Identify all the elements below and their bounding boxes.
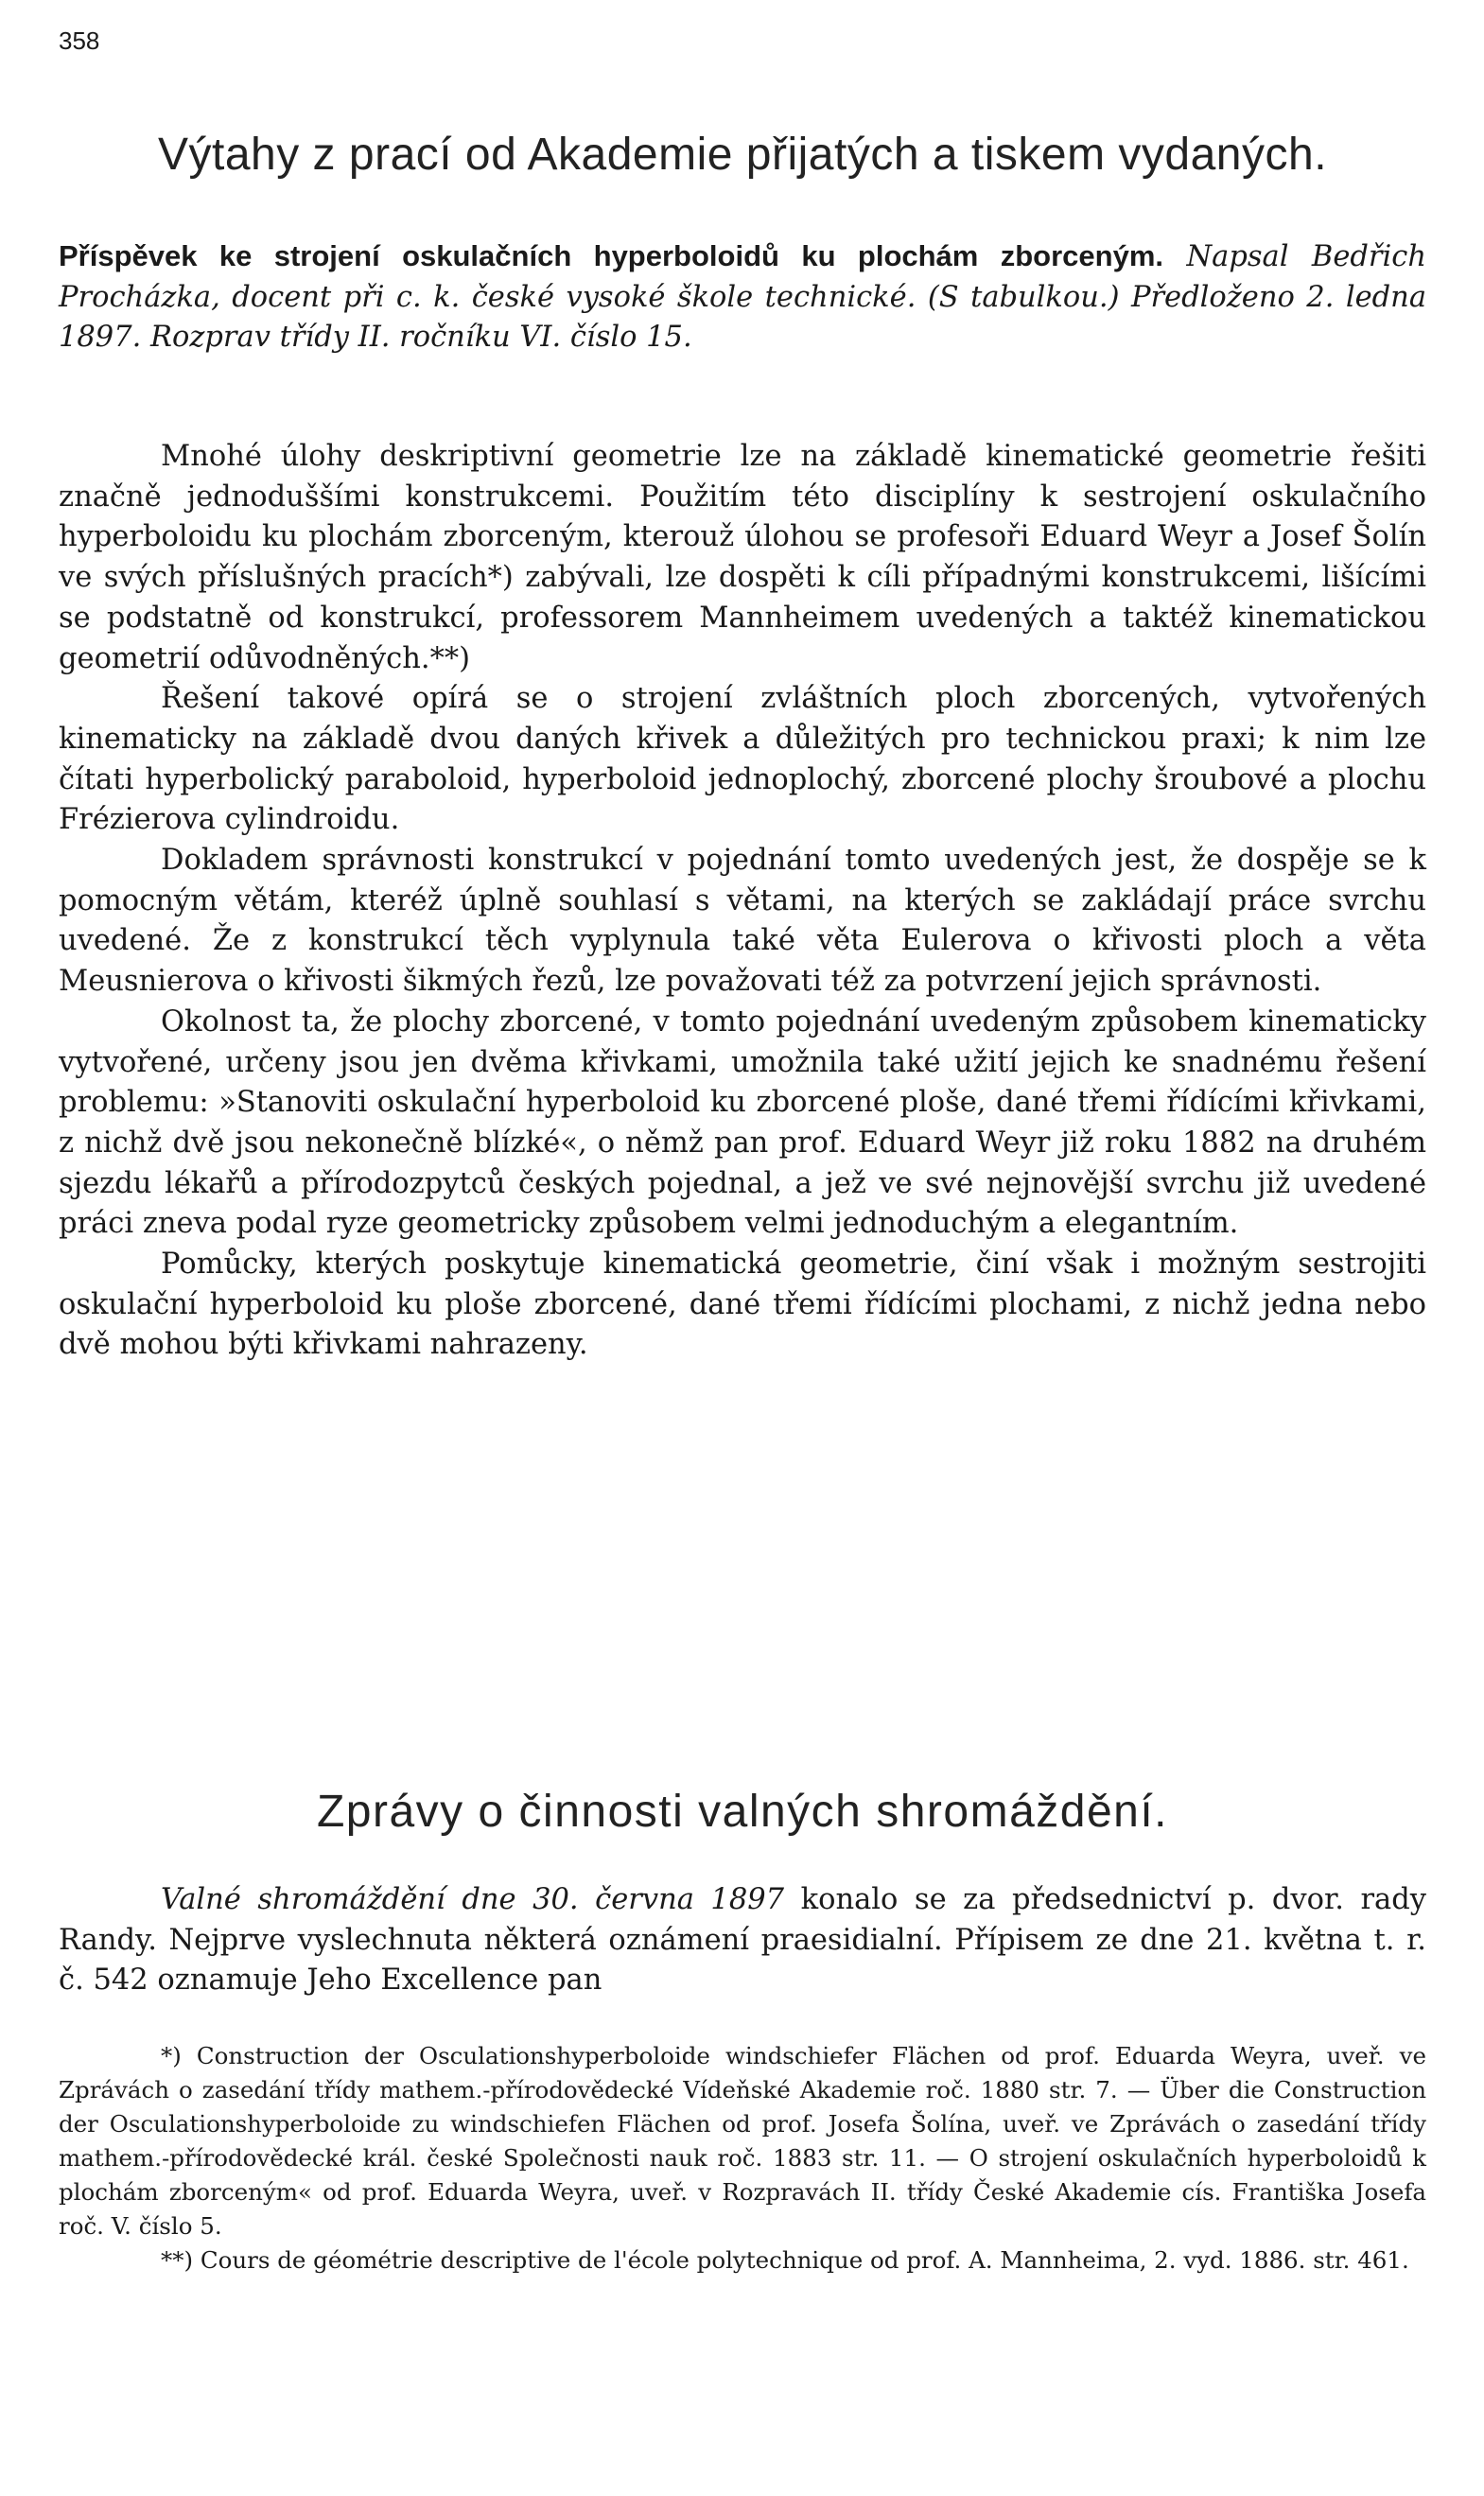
paragraph: Dokladem správnosti konstrukcí v pojednání tomto uvedených jest, že dospěje se k pomocným větám, kteréž úplně souhlasí s větami, na kterých se zakládají práce svrchu uvedené. Že z konstrukcí těch vyplynula také věta Eulerova o křivosti ploch a věta Meusnierova o křivosti šikmých řezů, lze považovati též za potvrzení jejich správnosti.	[59, 844, 1426, 999]
footnote-2: **) Cours de géométrie descriptive de l'école polytechnique od prof. A. Mannheima, 2. vyd. 1886. str. 461.	[161, 2246, 1409, 2274]
article-body	[59, 437, 1426, 1366]
paragraph: Pomůcky, kterých poskytuje kinematická geometrie, činí však i možným sestrojiti oskulační hyperboloid ku ploše zborcené, dané třemi řídícími plochami, z nichž jedna nebo dvě mohou býti křivkami nahrazeny.	[59, 1248, 1426, 1362]
assembly-report	[59, 1880, 1426, 2001]
footnote-1: *) Construction der Osculationshyperboloide windschiefer Flächen od prof. Eduarda Weyra, uveř. ve Zprávách o zasedání třídy mathem.-přírodovědecké Vídeňské Akademie roč. 1880 str. 7. — Über die Construction der Osculationshyperboloide zu windschiefen Flächen od prof. Josefa Šolína, uveř. ve Zprávách o zasedání třídy mathem.-přírodovědecké král. české Společnosti nauk roč. 1883 str. 11. — O strojení oskulačních hyperboloidů k plochám zborceným« od prof. Eduarda Weyra, uveř. v Rozpravách II. třídy České Akademie cís. Františka Josefa roč. V. číslo 5.	[59, 2042, 1426, 2240]
paragraph	[59, 1880, 1426, 2001]
section-title-assemblies: Zprávy o činnosti valných shromáždění.	[316, 1787, 1169, 1837]
article-title: Příspěvek ke strojení oskulačních hyperboloidů ku plochám zborceným.	[59, 239, 1164, 272]
article-byline: Napsal Bedřich Procházka, docent při c. k. české vysoké škole technické. (S tabulkou.) Předloženo 2. ledna 1897. Rozprav třídy II. ročníku VI. číslo 15.	[59, 240, 1426, 355]
paragraph: Řešení takové opírá se o strojení zvláštních ploch zborcených, vytvořených kinematicky na základě dvou daných křivek a důležitých pro technickou praxi; k nim lze čítati hyperbolický paraboloid, hyperboloid jednoplochý, zborcené plochy šroubové a plochu Frézierova cylindroidu.	[59, 682, 1426, 837]
section-title-extracts: Výtahy z prací od Akademie přijatých a tiskem vydaných.	[157, 130, 1328, 180]
paragraph: Okolnost ta, že plochy zborcené, v tomto pojednání uvedeným způsobem kinematicky vytvořené, určeny jsou jen dvěma křivkami, umožnila také užití jejich ke snadnému řešení problemu: »Stanoviti oskulační hyperboloid ku zborcené ploše, dané třemi řídícími křivkami, z nichž dvě jsou nekonečně blízké«, o němž pan prof. Eduard Weyr již roku 1882 na druhém sjezdu lékařů a přírodozpytců českých pojednal, a jež ve své nejnovější svrchu již uvedené práci zneva podal ryze geometricky způsobem velmi jednoduchým a elegantním.	[59, 1004, 1426, 1241]
paragraph: Mnohé úlohy deskriptivní geometrie lze na základě kinematické geometrie řešiti značně jednoduššími konstrukcemi. Použitím této disciplíny k sestrojení oskulačního hyperboloidu ku plochám zborceným, kterouž úlohou se profesoři Eduard Weyr a Josef Šolín ve svých příslušných pracích*) zabývali, lze dospěti k cíli případnými konstrukcemi, lišícími se podstatně od konstrukcí, professorem Mannheimem uvedených a taktéž kinematickou geometrií odůvodněných.**)	[59, 440, 1426, 675]
footnotes	[59, 2039, 1426, 2278]
article-heading	[59, 236, 1426, 358]
assembly-date: Valné shromáždění dne 30. června 1897	[161, 1883, 785, 1916]
page-number: 358	[59, 26, 100, 55]
assembly-text: konalo se za předsednictví p. dvor. rady Randy. Nejprve vyslechnuta některá oznámení praesidialní. Přípisem ze dne 21. května t. r. č. 542 oznamuje Jeho Excellence pan	[59, 1883, 1426, 1998]
